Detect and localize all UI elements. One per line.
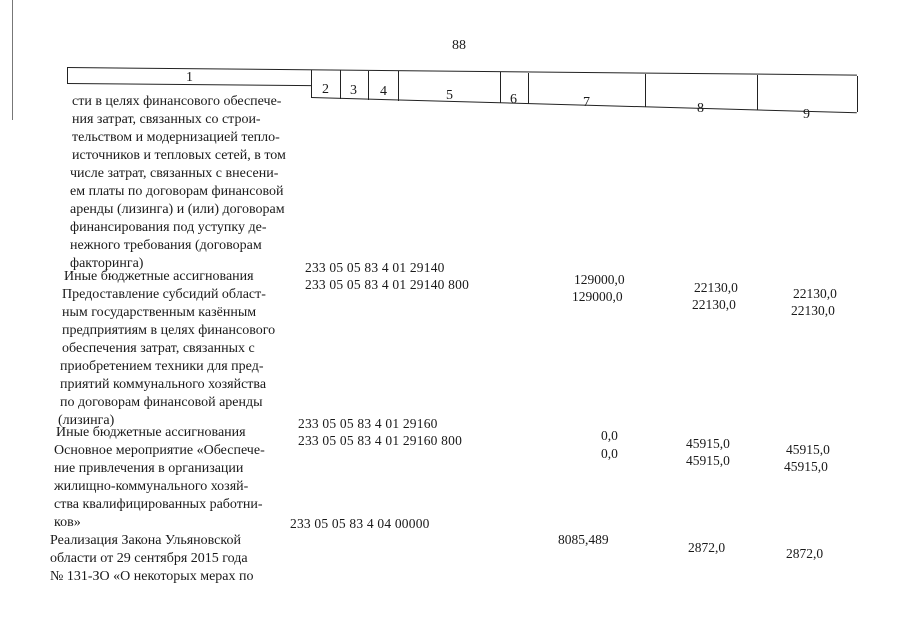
row-text-line: ния затрат, связанных со строи- xyxy=(72,112,261,127)
col-header-4: 4 xyxy=(380,84,387,99)
col-header-6: 6 xyxy=(510,92,517,107)
row-text-line: нежного требования (договорам xyxy=(70,238,262,253)
value-col-8: 45915,0 xyxy=(686,453,730,468)
col-header-9: 9 xyxy=(803,107,810,122)
value-col-8: 22130,0 xyxy=(694,280,738,295)
row-codes: 233 05 05 83 4 04 00000 xyxy=(290,516,430,531)
scan-edge-line xyxy=(12,0,13,120)
row-text-line: Реализация Закона Ульяновской xyxy=(50,533,241,548)
row-text-line: Иные бюджетные ассигнования xyxy=(56,425,246,440)
col-header-2: 2 xyxy=(322,82,329,97)
row-text-line: сти в целях финансового обеспече- xyxy=(72,94,282,109)
row-text-line: тельством и модернизацией тепло- xyxy=(72,130,280,145)
value-col-8: 2872,0 xyxy=(688,540,726,555)
col-header-3: 3 xyxy=(350,83,357,98)
value-col-7: 129000,0 xyxy=(574,272,625,287)
value-col-9: 22130,0 xyxy=(791,303,835,318)
row-text-line: ным государственным казённым xyxy=(62,305,257,320)
row-codes: 233 05 05 83 4 01 29160 xyxy=(298,416,438,431)
row-text-line: факторинга) xyxy=(70,256,144,271)
row-text-line: ем платы по договорам финансовой xyxy=(70,184,284,199)
value-col-9: 45915,0 xyxy=(786,442,830,457)
row-text-line: жилищно-коммунального хозяй- xyxy=(54,479,249,494)
row-text-line: источников и тепловых сетей, в том xyxy=(72,148,286,163)
value-col-9: 45915,0 xyxy=(784,459,828,474)
value-col-8: 45915,0 xyxy=(686,436,730,451)
value-col-7: 0,0 xyxy=(601,446,618,461)
col-header-1: 1 xyxy=(186,70,193,85)
row-codes: 233 05 05 83 4 01 29140 800 xyxy=(305,277,470,292)
row-text-line: финансирования под уступку де- xyxy=(70,220,267,235)
row-text-line: ков» xyxy=(54,515,81,530)
row-text-line: № 131-ЗО «О некоторых мерах по xyxy=(50,569,254,584)
row-text-line: Предоставление субсидий област- xyxy=(62,287,266,302)
row-text-line: числе затрат, связанных с внесени- xyxy=(70,166,279,181)
row-text-line: ние привлечения в организации xyxy=(54,461,244,476)
row-text-line: по договорам финансовой аренды xyxy=(60,395,263,410)
row-text-line: обеспечения затрат, связанных с xyxy=(62,341,255,356)
row-text-line: области от 29 сентября 2015 года xyxy=(50,551,248,566)
value-col-9: 22130,0 xyxy=(793,286,837,301)
row-text-line: приобретением техники для пред- xyxy=(60,359,264,374)
value-col-7: 129000,0 xyxy=(572,289,623,304)
row-text-line: Иные бюджетные ассигнования xyxy=(64,269,254,284)
row-text-line: приятий коммунального хозяйства xyxy=(60,377,267,392)
row-text-line: (лизинга) xyxy=(58,413,115,428)
row-text-line: аренды (лизинга) и (или) договорам xyxy=(70,202,285,217)
row-text-line: Основное мероприятие «Обеспече- xyxy=(54,443,265,458)
value-col-7: 8085,489 xyxy=(558,532,609,547)
value-col-8: 22130,0 xyxy=(692,297,736,312)
row-text-line: ства квалифицированных работни- xyxy=(54,497,263,512)
col-header-7: 7 xyxy=(583,95,590,110)
col-header-5: 5 xyxy=(446,88,453,103)
page-number: 88 xyxy=(452,38,466,53)
row-text-line: предприятиям в целях финансового xyxy=(62,323,276,338)
value-col-9: 2872,0 xyxy=(786,546,824,561)
col-header-8: 8 xyxy=(697,101,704,116)
row-codes: 233 05 05 83 4 01 29160 800 xyxy=(298,433,463,448)
value-col-7: 0,0 xyxy=(601,428,618,443)
row-codes: 233 05 05 83 4 01 29140 xyxy=(305,260,445,275)
